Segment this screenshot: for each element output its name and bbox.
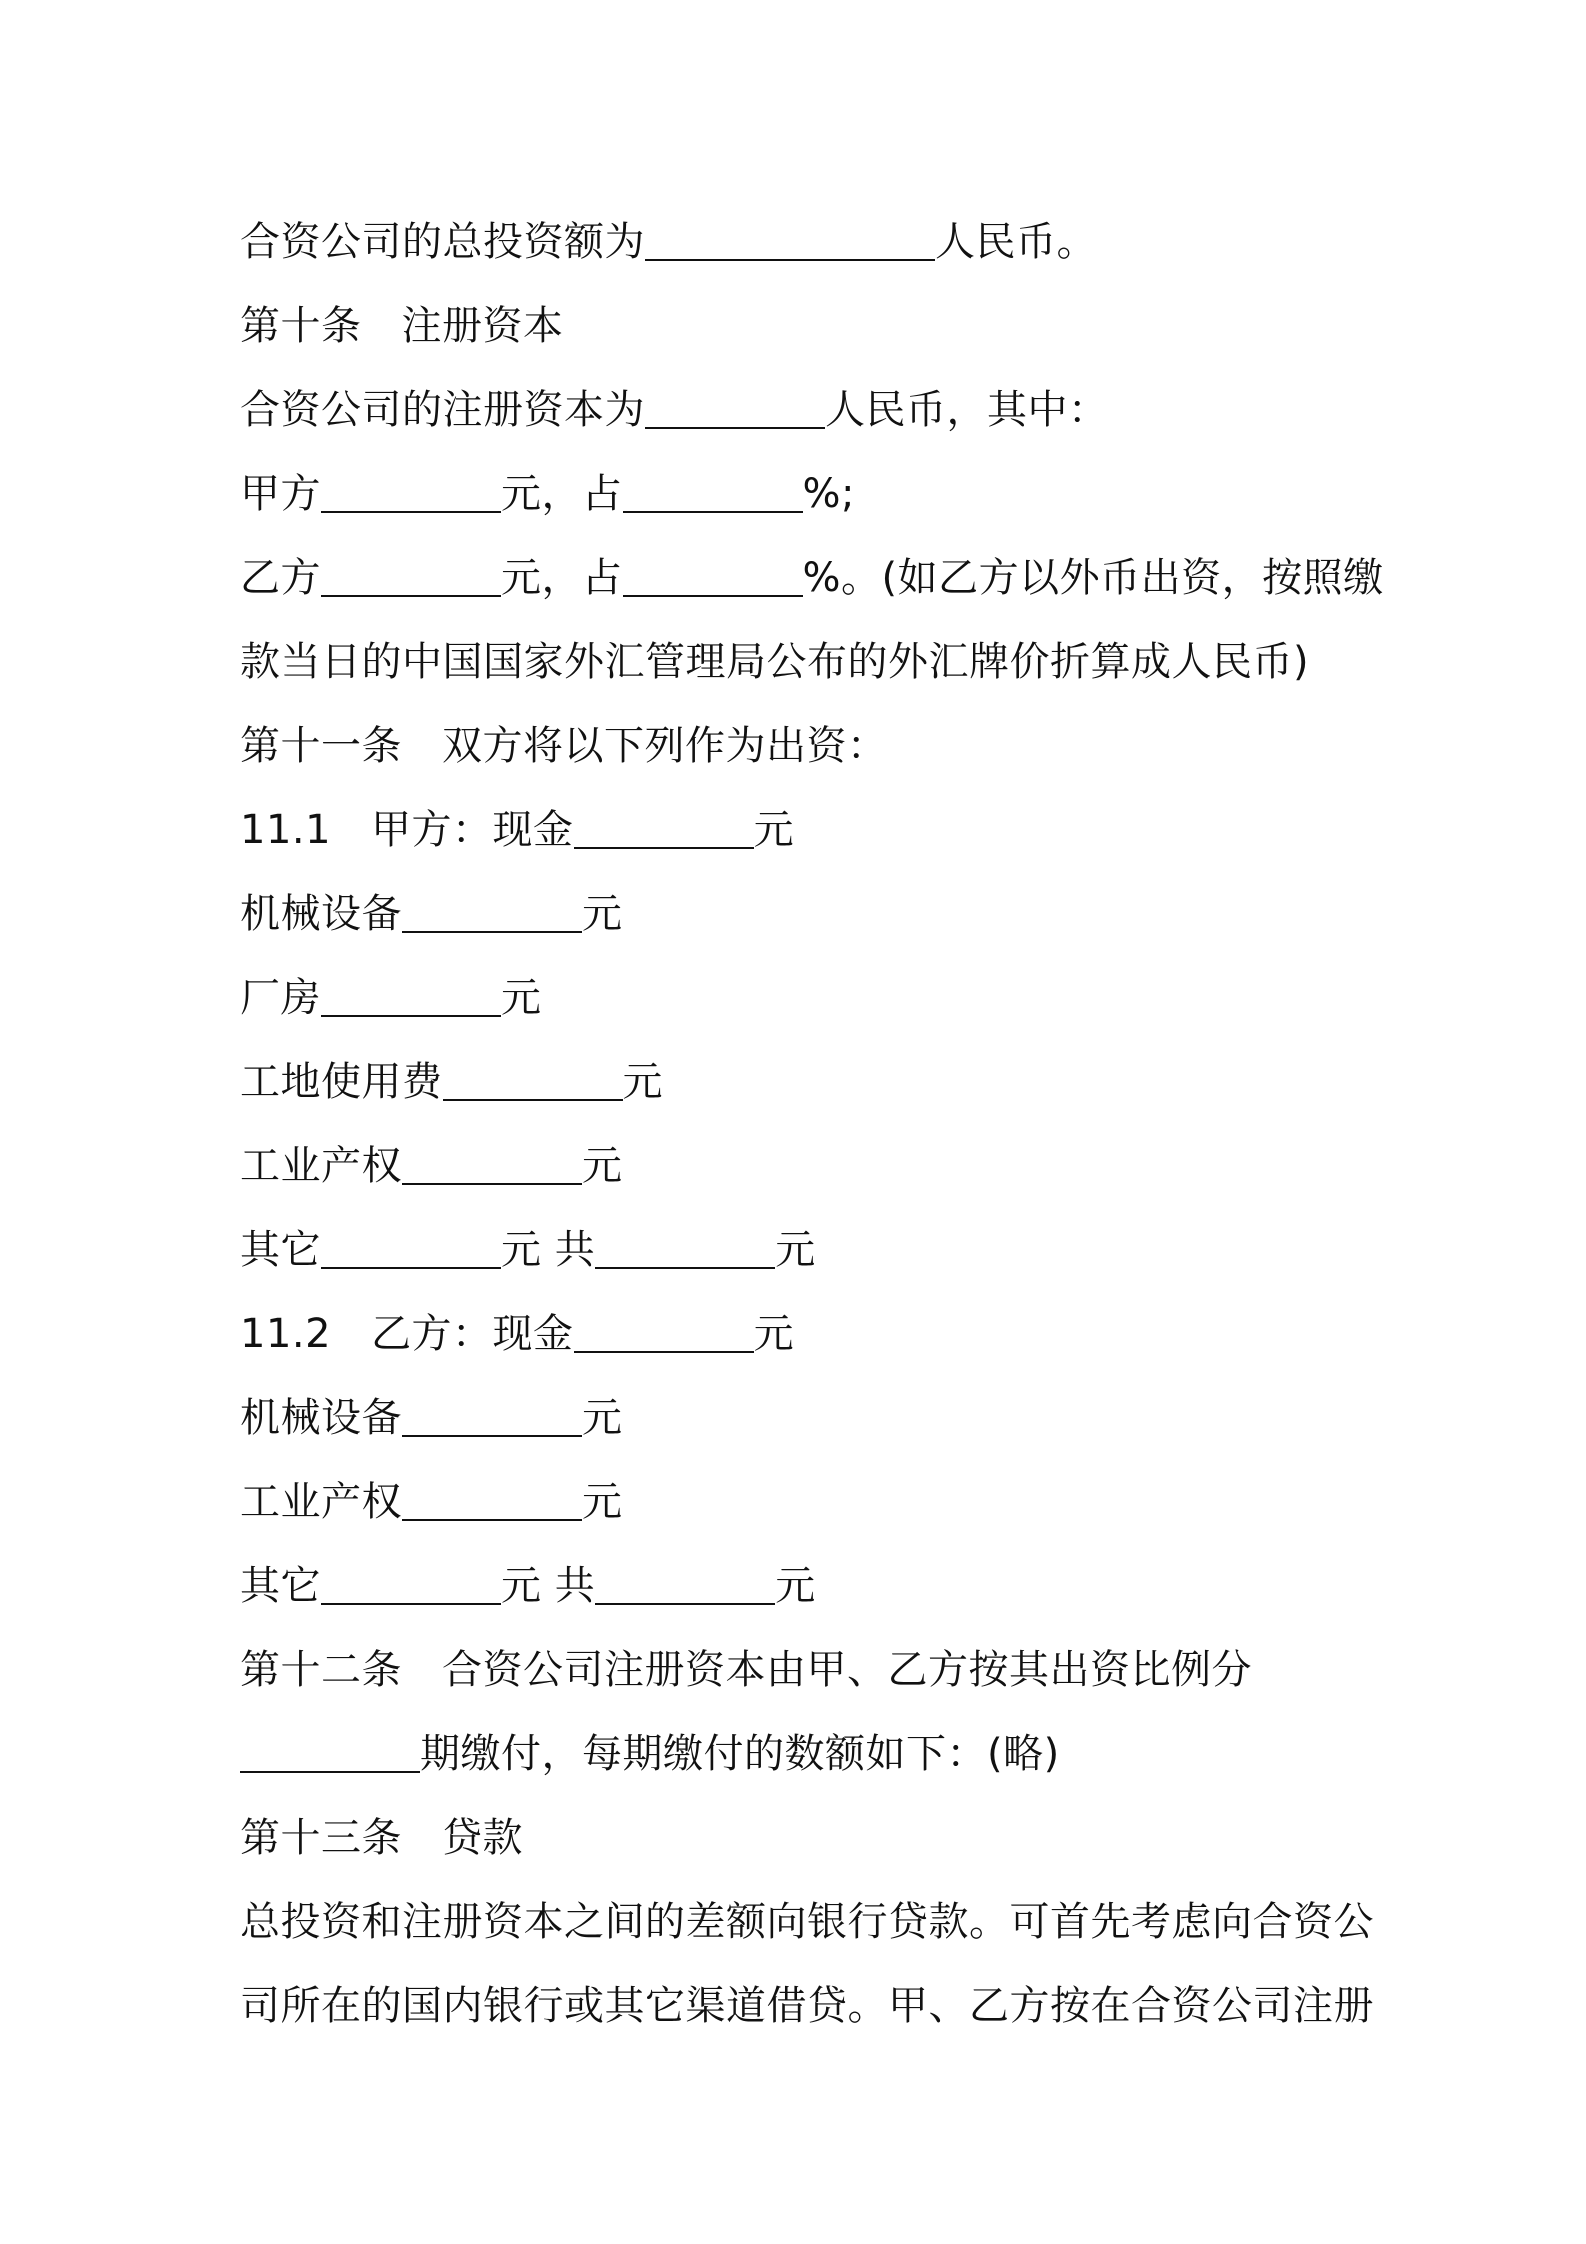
text: 机械设备 (240, 1395, 402, 1441)
loan-paragraph-line-1 (240, 1880, 1374, 1964)
text: 元 (501, 975, 542, 1021)
fill-blank[interactable] (574, 1311, 754, 1353)
text: 乙方 (240, 555, 321, 601)
section-number: 11.2 (240, 1311, 332, 1357)
text: 元 (582, 891, 623, 937)
fill-blank[interactable] (402, 1143, 582, 1185)
text: 其它 (240, 1563, 321, 1609)
fill-blank[interactable] (574, 807, 754, 849)
party-a-other-total-line (240, 1208, 1360, 1292)
article-11-heading (240, 704, 1360, 788)
total-investment-line (240, 200, 1360, 284)
fill-blank[interactable] (595, 1563, 775, 1605)
party-b-machinery-line (240, 1376, 1360, 1460)
text: 工业产权 (240, 1479, 402, 1525)
text: 元 (582, 1395, 623, 1441)
registered-capital-line (240, 368, 1360, 452)
fill-blank[interactable] (645, 219, 935, 261)
text: 人民币，其中： (825, 387, 1109, 433)
article-title: 双方将以下列作为出资： (442, 723, 888, 769)
party-a-share-line (240, 452, 1360, 536)
document-body (240, 200, 1384, 2048)
text: 厂房 (240, 975, 321, 1021)
fill-blank[interactable] (321, 1563, 501, 1605)
party-a-site-fee-line (240, 1040, 1360, 1124)
section-11-1-cash-line (240, 788, 1360, 872)
fill-blank[interactable] (321, 555, 501, 597)
fill-blank[interactable] (623, 471, 803, 513)
fill-blank[interactable] (645, 387, 825, 429)
fill-blank[interactable] (595, 1227, 775, 1269)
party-a-factory-line (240, 956, 1360, 1040)
section-11-2-cash-line (240, 1292, 1360, 1376)
text: 人民币。 (935, 219, 1097, 265)
fill-blank[interactable] (321, 975, 501, 1017)
fill-blank[interactable] (321, 471, 501, 513)
article-13-heading (240, 1796, 1360, 1880)
text: 司所在的国内银行或其它渠道借贷。甲、乙方按在合资公司注册 (240, 1983, 1374, 2029)
text: 元 (753, 807, 795, 853)
article-title: 注册资本 (401, 303, 564, 349)
fill-blank[interactable] (240, 1731, 420, 1773)
article-12-heading (240, 1628, 1360, 1712)
article-number: 第十一条 (240, 723, 402, 769)
text: 元 (622, 1059, 663, 1105)
fill-blank[interactable] (321, 1227, 501, 1269)
section-number: 11.1 (240, 807, 332, 853)
installment-line (240, 1712, 1360, 1796)
text: 甲方：现金 (371, 807, 574, 853)
article-10-heading (240, 284, 1360, 368)
fill-blank[interactable] (623, 555, 803, 597)
party-a-ip-line (240, 1124, 1360, 1208)
text: 元 (582, 1479, 623, 1525)
text: 元 (582, 1143, 623, 1189)
text: 合资公司的总投资额为 (240, 219, 645, 265)
article-number: 第十二条 (240, 1647, 402, 1693)
text: 乙方：现金 (371, 1311, 574, 1357)
exchange-rate-line (240, 620, 1360, 704)
text: 工地使用费 (240, 1059, 443, 1105)
fill-blank[interactable] (402, 1479, 582, 1521)
party-b-share-line (240, 536, 1384, 620)
article-number: 第十三条 (240, 1815, 402, 1861)
fill-blank[interactable] (402, 891, 582, 933)
fill-blank[interactable] (402, 1395, 582, 1437)
text: 其它 (240, 1227, 321, 1273)
text: 合资公司注册资本由甲、乙方按其出资比例分 (442, 1647, 1252, 1693)
text: %; (802, 471, 855, 517)
party-a-machinery-line (240, 872, 1360, 956)
text: 元 共 (501, 1227, 596, 1273)
fill-blank[interactable] (443, 1059, 623, 1101)
text: %。(如乙方以外币出资，按照缴 (802, 555, 1384, 601)
text: 元 (753, 1311, 795, 1357)
text: 甲方 (240, 471, 321, 517)
text: 元，占 (501, 471, 623, 517)
loan-paragraph-line-2 (240, 1964, 1374, 2048)
article-number: 第十条 (240, 303, 362, 349)
text: 元 (775, 1563, 816, 1609)
text: 合资公司的注册资本为 (240, 387, 645, 433)
article-title: 贷款 (442, 1815, 523, 1861)
party-b-other-total-line (240, 1544, 1360, 1628)
text: 元 (775, 1227, 816, 1273)
party-b-ip-line (240, 1460, 1360, 1544)
text: 款当日的中国国家外汇管理局公布的外汇牌价折算成人民币) (240, 639, 1310, 685)
text: 期缴付，每期缴付的数额如下：(略) (420, 1731, 1060, 1777)
text: 元，占 (501, 555, 623, 601)
text: 元 共 (501, 1563, 596, 1609)
text: 总投资和注册资本之间的差额向银行贷款。可首先考虑向合资公 (240, 1899, 1374, 1945)
text: 机械设备 (240, 891, 402, 937)
text: 工业产权 (240, 1143, 402, 1189)
